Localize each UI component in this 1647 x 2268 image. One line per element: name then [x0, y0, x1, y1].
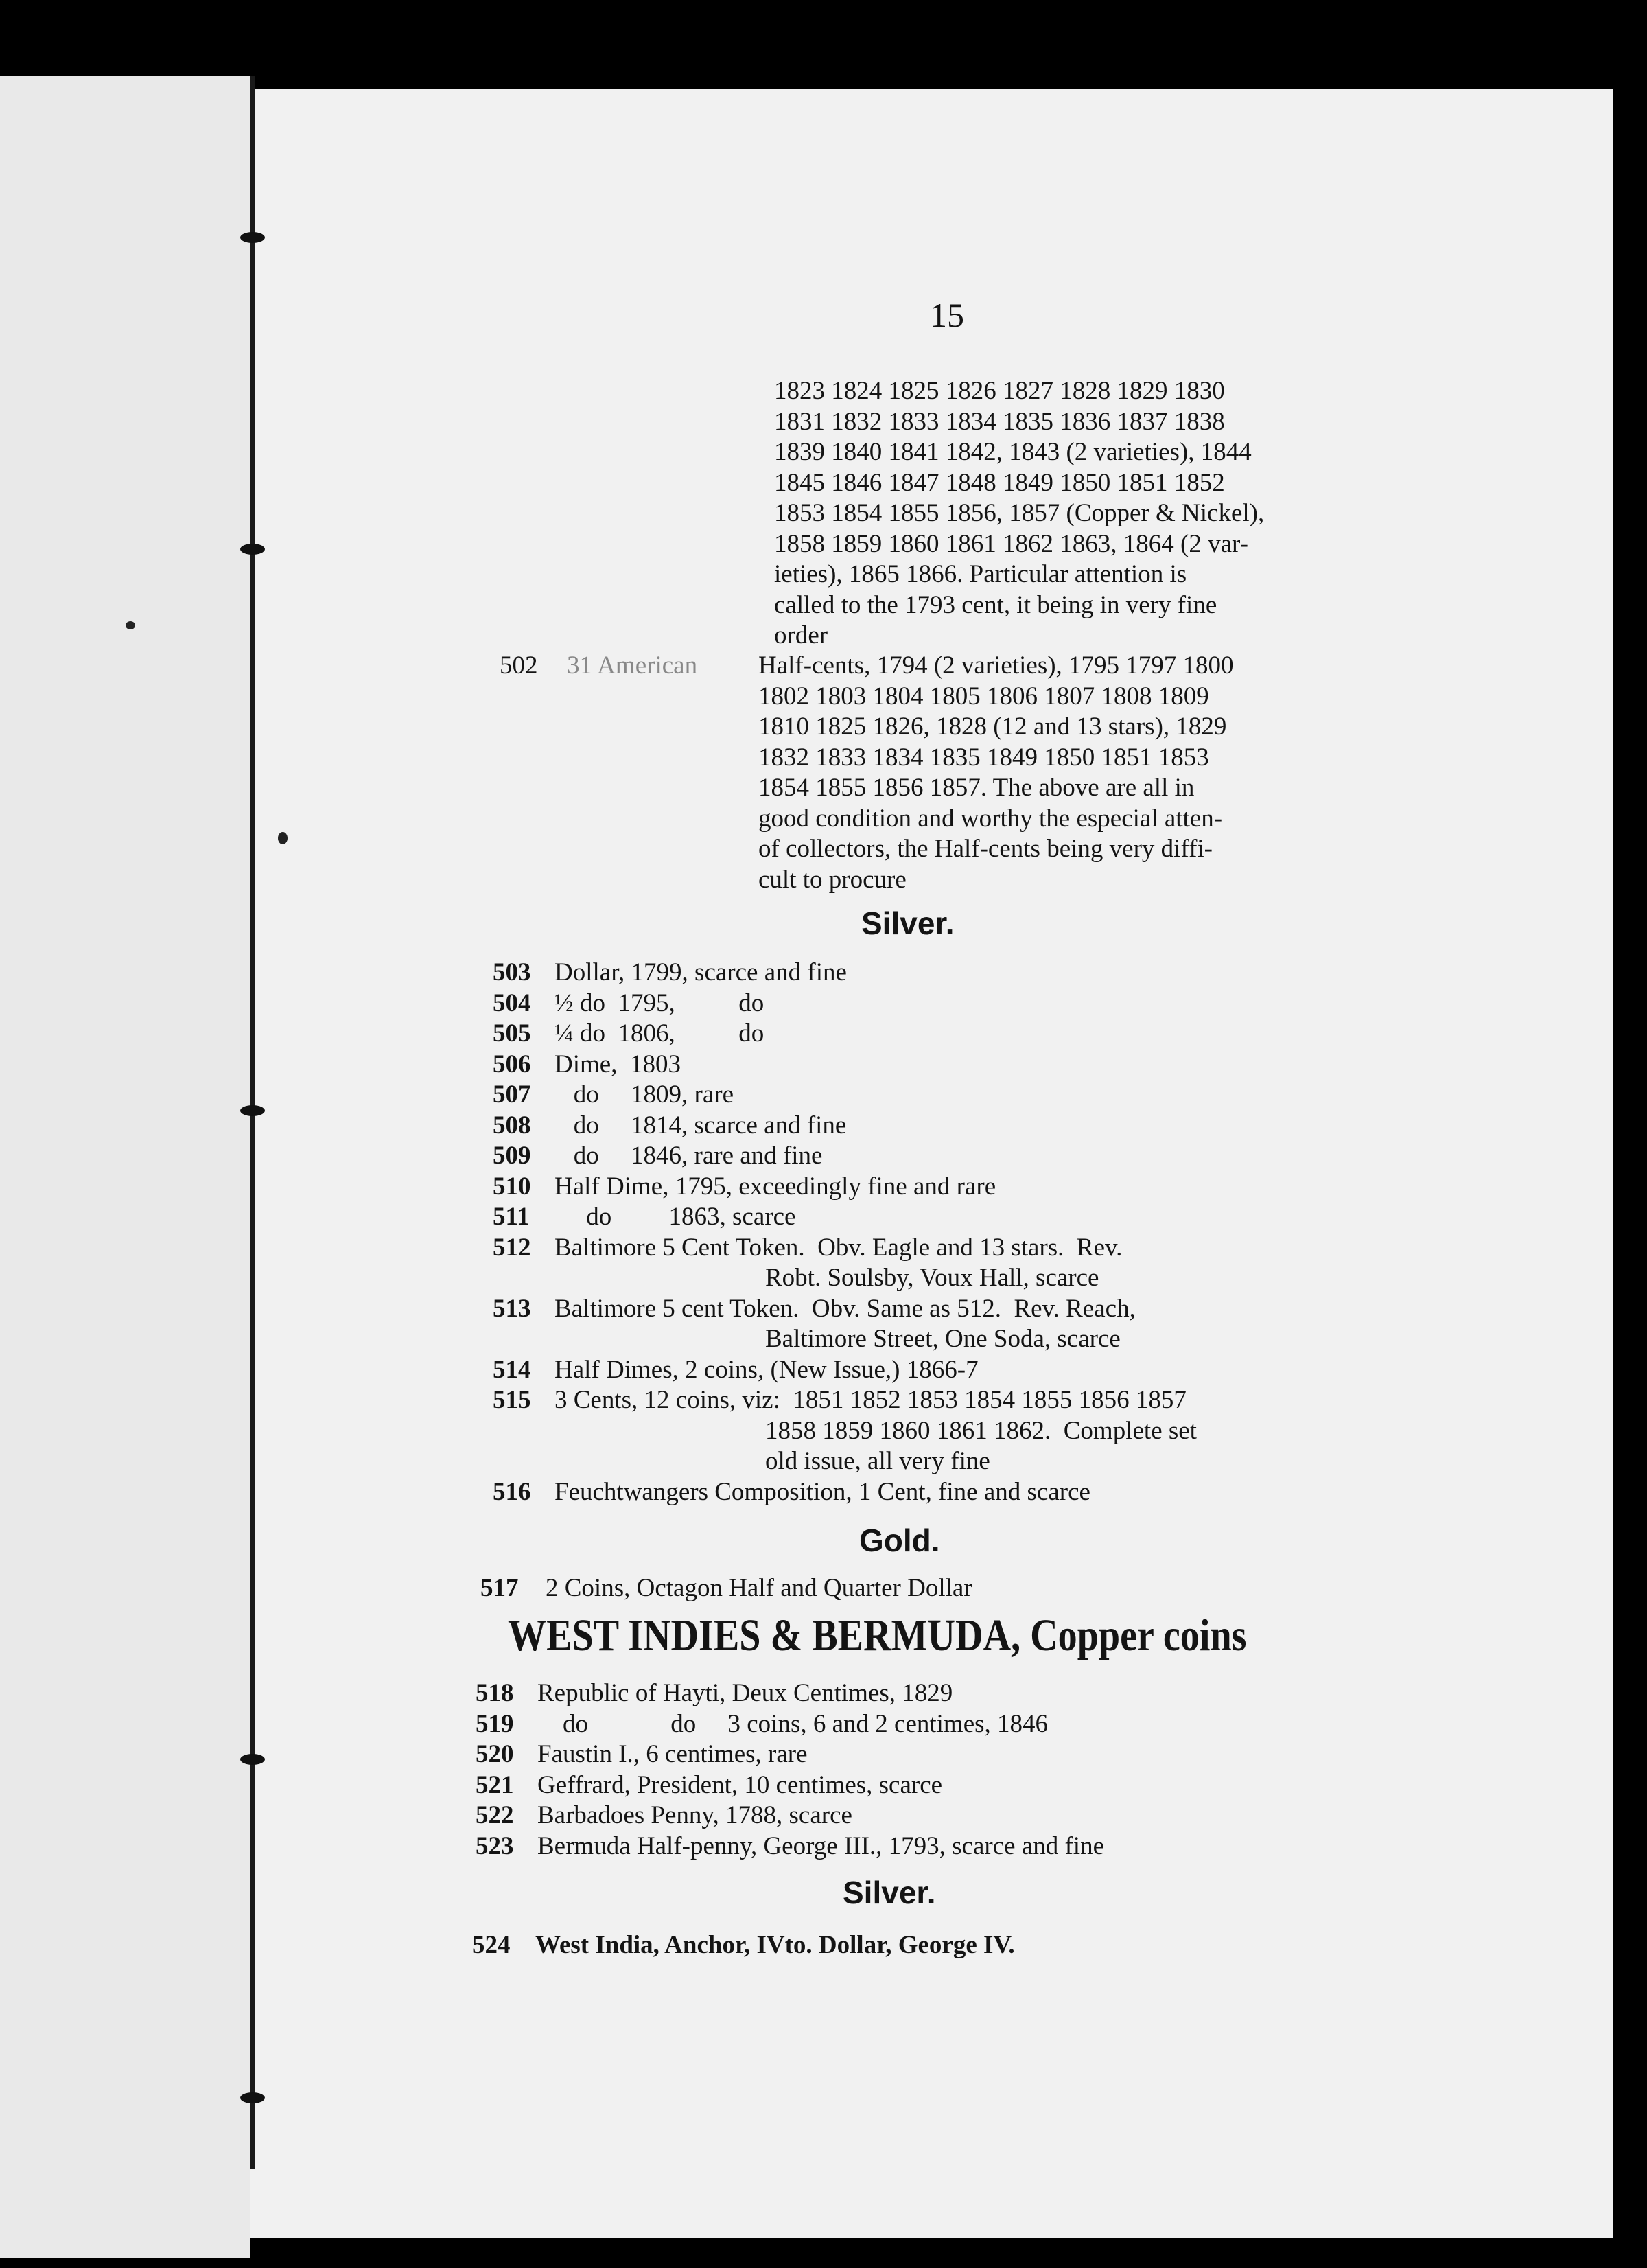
entry-line: 1802 1803 1804 1805 1806 1807 1808 1809 [758, 682, 1209, 710]
entry-line: Half-cents, 1794 (2 varieties), 1795 1797 1800 [758, 651, 1234, 680]
item-text: Republic of Hayti, Deux Centimes, 1829 [537, 1679, 953, 1707]
entry-line: cult to procure [758, 865, 907, 894]
item-number: 504 [493, 988, 531, 1017]
binding-stitch [240, 2092, 265, 2103]
item-text: do 1863, scarce [554, 1203, 796, 1231]
item-number: 512 [493, 1233, 531, 1262]
speck [278, 832, 288, 844]
entry-lead: 31 American [567, 651, 698, 680]
item-text: 1858 1859 1860 1861 1862. Complete set [765, 1416, 1197, 1445]
item-number: 518 [476, 1679, 514, 1707]
section-heading: Silver. [843, 1875, 936, 1910]
item-number: 515 [493, 1386, 531, 1414]
item-number: 517 [480, 1574, 519, 1602]
item-text: 2 Coins, Octagon Half and Quarter Dollar [546, 1574, 972, 1602]
entry-line: 1831 1832 1833 1834 1835 1836 1837 1838 [774, 407, 1225, 436]
item-number: 509 [493, 1142, 531, 1170]
item-text: old issue, all very fine [765, 1447, 990, 1475]
entry-line: 1853 1854 1855 1856, 1857 (Copper & Nickel), [774, 499, 1265, 527]
item-number: 508 [493, 1111, 531, 1139]
item-number: 523 [476, 1831, 514, 1860]
item-text: Robt. Soulsby, Voux Hall, scarce [765, 1264, 1099, 1292]
item-text: Baltimore 5 Cent Token. Obv. Eagle and 13 stars. Rev. [554, 1233, 1123, 1262]
entry-line: 1839 1840 1841 1842, 1843 (2 varieties), 1844 [774, 438, 1252, 466]
item-number: 506 [493, 1050, 531, 1078]
item-text: West India, Anchor, IVto. Dollar, George IV. [535, 1931, 1015, 1959]
item-text: Half Dimes, 2 coins, (New Issue,) 1866-7 [554, 1355, 979, 1384]
item-text: do 1846, rare and fine [554, 1142, 823, 1170]
entry-line: 1810 1825 1826, 1828 (12 and 13 stars), 1829 [758, 713, 1227, 741]
item-text: Dollar, 1799, scarce and fine [554, 958, 847, 986]
item-text: Bermuda Half-penny, George III., 1793, scarce and fine [537, 1831, 1104, 1860]
item-number: 522 [476, 1801, 514, 1829]
entry-line: of collectors, the Half-cents being very diffi- [758, 835, 1213, 863]
item-text: Barbadoes Penny, 1788, scarce [537, 1801, 852, 1829]
item-text: Baltimore 5 cent Token. Obv. Same as 512. Rev. Reach, [554, 1294, 1136, 1323]
item-text: Feuchtwangers Composition, 1 Cent, fine and scarce [554, 1477, 1090, 1506]
item-text: do 1809, rare [554, 1080, 734, 1109]
binding-stitch [240, 232, 265, 243]
item-text: ¼ do 1806, do [554, 1019, 764, 1048]
entry-line: 1823 1824 1825 1826 1827 1828 1829 1830 [774, 377, 1225, 405]
item-number: 521 [476, 1770, 514, 1799]
entry-line: 1854 1855 1856 1857. The above are all in [758, 774, 1195, 802]
entry-line: called to the 1793 cent, it being in very fine [774, 590, 1217, 619]
item-number: 507 [493, 1080, 531, 1109]
item-number: 519 [476, 1709, 514, 1738]
item-text: Baltimore Street, One Soda, scarce [765, 1325, 1121, 1353]
item-number: 524 [472, 1931, 511, 1959]
binding-spine [250, 76, 255, 2169]
item-number: 505 [493, 1019, 531, 1048]
item-text: Half Dime, 1795, exceedingly fine and rare [554, 1172, 996, 1201]
item-number: 520 [476, 1740, 514, 1768]
facing-page-edge [0, 76, 250, 2258]
entry-line: 1845 1846 1847 1848 1849 1850 1851 1852 [774, 468, 1225, 497]
item-text: Faustin I., 6 centimes, rare [537, 1740, 808, 1768]
entry-line: good condition and worthy the especial atten- [758, 804, 1223, 833]
section-heading: Gold. [859, 1523, 940, 1558]
item-number: 503 [493, 958, 531, 986]
item-number: 513 [493, 1294, 531, 1323]
speck [126, 621, 135, 629]
binding-stitch [240, 544, 265, 555]
item-text: 3 Cents, 12 coins, viz: 1851 1852 1853 1854 1855 1856 1857 [554, 1386, 1187, 1414]
item-number: 510 [493, 1172, 531, 1201]
item-text: do 1814, scarce and fine [554, 1111, 847, 1139]
item-number: 514 [493, 1355, 531, 1384]
item-number: 511 [493, 1203, 530, 1231]
page-number: 15 [930, 296, 964, 334]
section-heading: Silver. [861, 905, 955, 941]
entry-line: order [774, 621, 828, 649]
entry-line: ieties), 1865 1866. Particular attention is [774, 560, 1187, 588]
item-text: Geffrard, President, 10 centimes, scarce [537, 1770, 943, 1799]
item-text: Dime, 1803 [554, 1050, 681, 1078]
entry-line: 1858 1859 1860 1861 1862 1863, 1864 (2 var- [774, 529, 1248, 558]
item-number: 502 [500, 651, 538, 680]
section-heading: WEST INDIES & BERMUDA, Copper coins [508, 1610, 1247, 1660]
binding-stitch [240, 1754, 265, 1765]
binding-stitch [240, 1105, 265, 1116]
item-text: ½ do 1795, do [554, 988, 764, 1017]
item-number: 516 [493, 1477, 531, 1506]
item-text: do do 3 coins, 6 and 2 centimes, 1846 [537, 1709, 1049, 1738]
entry-line: 1832 1833 1834 1835 1849 1850 1851 1853 [758, 743, 1209, 772]
